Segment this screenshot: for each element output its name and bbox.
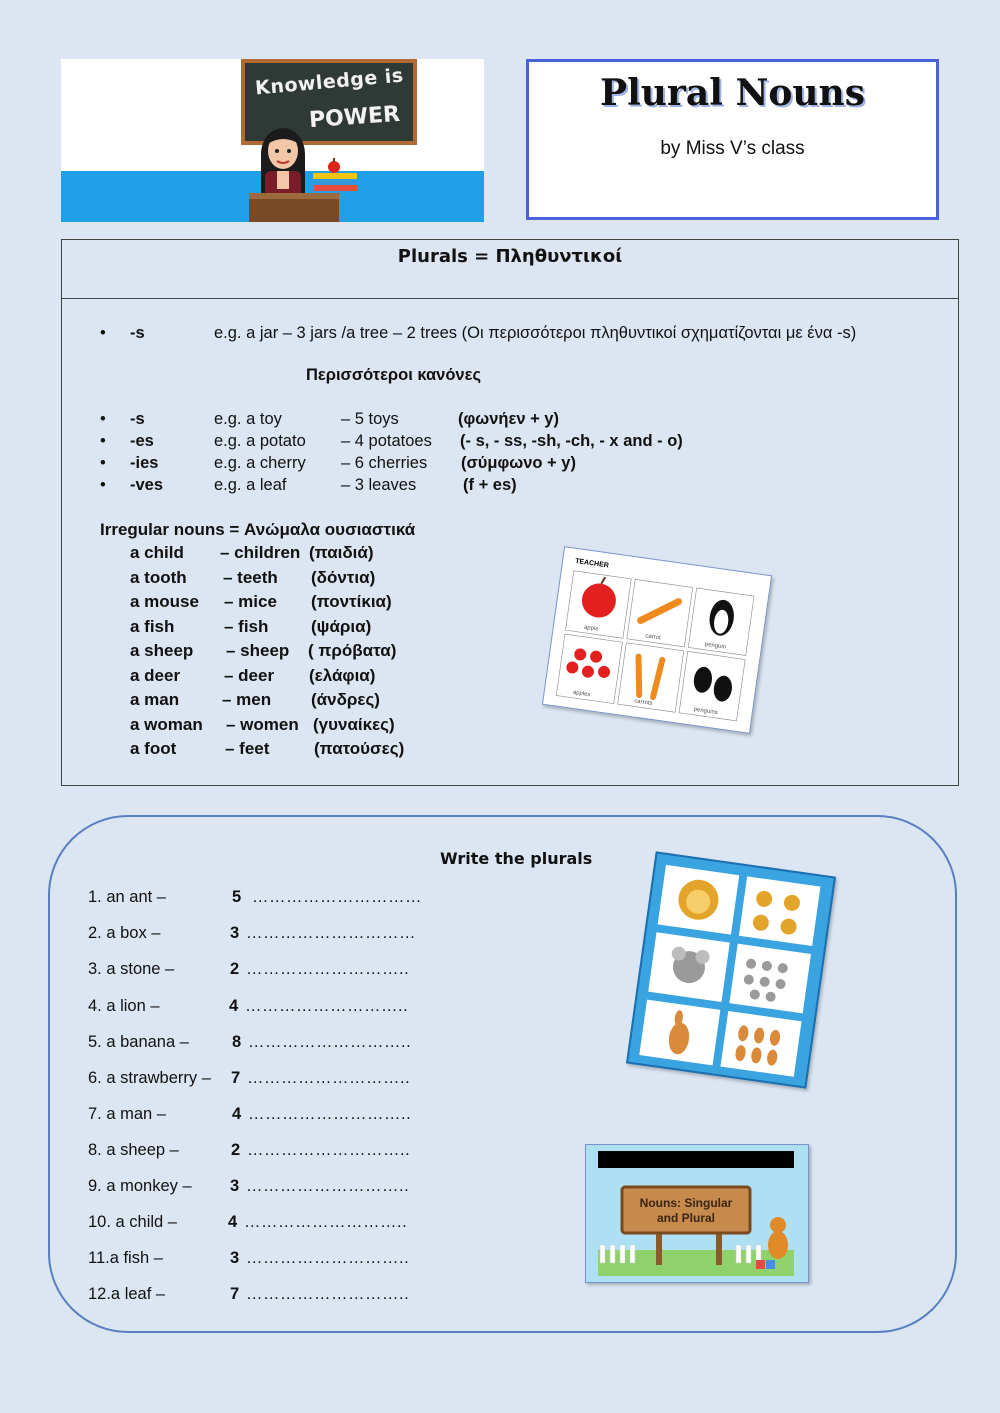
bullet-icon: • bbox=[100, 324, 106, 342]
question-label: 11.a fish – bbox=[88, 1249, 163, 1267]
answer-blank[interactable]: ……………………….. bbox=[248, 1105, 412, 1123]
card-label: penguins bbox=[693, 706, 719, 717]
question-row bbox=[88, 1285, 410, 1304]
question-label: 4. a lion – bbox=[88, 997, 160, 1015]
irregular-greek: (ποντίκια) bbox=[311, 592, 392, 611]
irregular-plural: – deer bbox=[224, 666, 275, 685]
answer-blank[interactable]: ………………………… bbox=[246, 924, 416, 942]
question-number: 3 bbox=[230, 924, 240, 942]
question-row bbox=[88, 924, 416, 943]
question-label: 2. a box – bbox=[88, 924, 161, 942]
answer-blank[interactable]: ……………………….. bbox=[247, 1069, 411, 1087]
question-row bbox=[88, 960, 410, 979]
irregular-singular: a foot bbox=[130, 739, 177, 758]
irregular-singular: a man bbox=[130, 690, 180, 709]
teacher-avatar-illustration bbox=[61, 59, 484, 222]
question-label: 7. a man – bbox=[88, 1105, 166, 1123]
question-row bbox=[88, 1069, 411, 1088]
chalkboard-text-line2: POWER bbox=[308, 101, 401, 134]
card-label: penguin bbox=[704, 641, 727, 651]
question-row bbox=[88, 1033, 412, 1052]
rules-section bbox=[61, 239, 959, 786]
rule-note: (- s, - ss, -sh, -ch, - x and - o) bbox=[460, 432, 683, 450]
question-number: 7 bbox=[231, 1069, 241, 1087]
irregular-plural: – teeth bbox=[223, 568, 278, 587]
irregular-singular: a tooth bbox=[130, 568, 187, 587]
irregular-greek: ( πρόβατα) bbox=[308, 641, 397, 660]
irregular-singular: a sheep bbox=[130, 641, 194, 660]
answer-blank[interactable]: ……………………….. bbox=[246, 1249, 410, 1267]
rule-suffix: -ves bbox=[130, 476, 164, 494]
irregular-plural: – children bbox=[220, 543, 301, 562]
irregular-plural: – women bbox=[226, 715, 299, 734]
rule-suffix: -s bbox=[130, 410, 145, 428]
sign-text-line2: and Plural bbox=[656, 1211, 716, 1225]
chalkboard-text-line1: Knowledge is bbox=[254, 64, 405, 100]
rule-note: (σύμφωνο + y) bbox=[461, 454, 576, 472]
question-row bbox=[88, 1141, 411, 1160]
answer-blank[interactable]: ……………………….. bbox=[245, 997, 409, 1015]
irregular-plural: – mice bbox=[224, 592, 277, 611]
question-label: 8. a sheep – bbox=[88, 1141, 179, 1159]
irregular-greek: (άνδρες) bbox=[311, 690, 380, 709]
sign-illustration bbox=[586, 1145, 808, 1282]
question-row bbox=[88, 888, 422, 907]
question-row bbox=[88, 1177, 410, 1196]
rule-singular: e.g. a toy bbox=[214, 410, 282, 428]
question-row bbox=[88, 1213, 408, 1232]
rule-singular: e.g. a potato bbox=[214, 432, 306, 450]
exercise-title: Write the plurals bbox=[440, 849, 593, 868]
question-label: 6. a strawberry – bbox=[88, 1069, 211, 1087]
answer-blank[interactable]: ……………………….. bbox=[246, 1285, 410, 1303]
irregular-greek: (δόντια) bbox=[311, 568, 376, 587]
irregular-greek: (πατούσες) bbox=[314, 739, 405, 758]
rule-plural: – 4 potatoes bbox=[341, 432, 432, 450]
rule-plural: – 6 cherries bbox=[341, 454, 428, 472]
rule-plural: – 5 toys bbox=[341, 410, 399, 428]
irregular-greek: (ελάφια) bbox=[309, 666, 376, 685]
flashcard-image bbox=[542, 546, 772, 734]
question-row bbox=[88, 1105, 412, 1124]
card-header-label: TEACHER bbox=[574, 557, 610, 570]
bullet-icon: • bbox=[100, 410, 106, 428]
question-row bbox=[88, 997, 409, 1016]
animals-illustration bbox=[628, 854, 833, 1087]
page-title: Plural Nouns bbox=[600, 72, 865, 114]
irregular-singular: a woman bbox=[130, 715, 203, 734]
bullet-icon: • bbox=[100, 432, 106, 450]
question-number: 2 bbox=[230, 960, 240, 978]
irregular-greek: (γυναίκες) bbox=[313, 715, 395, 734]
header-banner-image bbox=[61, 59, 484, 222]
question-label: 12.a leaf – bbox=[88, 1285, 166, 1303]
question-number: 3 bbox=[230, 1249, 240, 1267]
irregular-plural: – feet bbox=[225, 739, 270, 758]
rule-note: (φωνήεν + y) bbox=[458, 410, 559, 428]
irregular-plural: – men bbox=[222, 690, 272, 709]
question-label: 10. a child – bbox=[88, 1213, 177, 1231]
answer-blank[interactable]: ……………………….. bbox=[247, 1141, 411, 1159]
more-rules-heading: Περισσότεροι κανόνες bbox=[306, 366, 482, 384]
question-number: 2 bbox=[231, 1141, 241, 1159]
bullet-icon: • bbox=[100, 476, 106, 494]
rule-singular: e.g. a leaf bbox=[214, 476, 287, 494]
rule-singular: e.g. a cherry bbox=[214, 454, 306, 472]
rules-title: Plurals = Πληθυντικοί bbox=[397, 246, 623, 267]
flashcard-illustration bbox=[543, 547, 771, 732]
page-subtitle: by Miss V’s class bbox=[660, 138, 805, 159]
irregular-singular: a child bbox=[130, 543, 184, 562]
answer-blank[interactable]: ……………………….. bbox=[244, 1213, 408, 1231]
sign-text-line1: Nouns: Singular bbox=[639, 1196, 733, 1210]
answer-blank[interactable]: ……………………….. bbox=[246, 1177, 410, 1195]
card-label: apple bbox=[583, 624, 599, 633]
answer-blank[interactable]: ……………………….. bbox=[248, 1033, 412, 1051]
card-label: carrots bbox=[633, 698, 653, 707]
rule-example: e.g. a jar – 3 jars /a tree – 2 trees (Οι περισσότεροι πληθυντικοί σχηματίζονται με ένα -s) bbox=[214, 324, 857, 342]
question-row bbox=[88, 1249, 410, 1268]
title-box bbox=[526, 59, 939, 220]
question-label: 9. a monkey – bbox=[88, 1177, 192, 1195]
irregular-singular: a mouse bbox=[130, 592, 199, 611]
card-label: apples bbox=[572, 689, 591, 699]
irregular-greek: (παιδιά) bbox=[309, 543, 374, 562]
question-number: 5 bbox=[232, 888, 242, 906]
irregular-singular: a deer bbox=[130, 666, 181, 685]
bullet-icon: • bbox=[100, 454, 106, 472]
rule-suffix: -s bbox=[130, 324, 145, 342]
question-number: 4 bbox=[228, 1213, 238, 1231]
question-number: 4 bbox=[229, 997, 239, 1015]
rule-note: (f + es) bbox=[463, 476, 517, 494]
question-number: 4 bbox=[232, 1105, 242, 1123]
question-label: 1. an ant – bbox=[88, 888, 166, 906]
animals-flashcard-image bbox=[626, 851, 836, 1088]
question-number: 3 bbox=[230, 1177, 240, 1195]
answer-blank[interactable]: ………………………… bbox=[252, 888, 422, 906]
irregular-heading: Irregular nouns = Ανώμαλα ουσιαστικά bbox=[100, 520, 416, 539]
rules-header bbox=[62, 240, 958, 299]
irregular-plural: – fish bbox=[224, 617, 269, 636]
rule-plural: – 3 leaves bbox=[341, 476, 417, 494]
card-label: carrot bbox=[644, 633, 662, 642]
exercise-section bbox=[48, 815, 957, 1333]
irregular-greek: (ψάρια) bbox=[311, 617, 372, 636]
question-number: 7 bbox=[230, 1285, 240, 1303]
question-label: 3. a stone – bbox=[88, 960, 175, 978]
question-number: 8 bbox=[232, 1033, 242, 1051]
irregular-singular: a fish bbox=[130, 617, 175, 636]
rule-suffix: -es bbox=[130, 432, 154, 450]
rule-suffix: -ies bbox=[130, 454, 159, 472]
nouns-video-thumbnail bbox=[585, 1144, 809, 1283]
irregular-plural: – sheep bbox=[226, 641, 290, 660]
question-label: 5. a banana – bbox=[88, 1033, 189, 1051]
answer-blank[interactable]: ……………………….. bbox=[246, 960, 410, 978]
